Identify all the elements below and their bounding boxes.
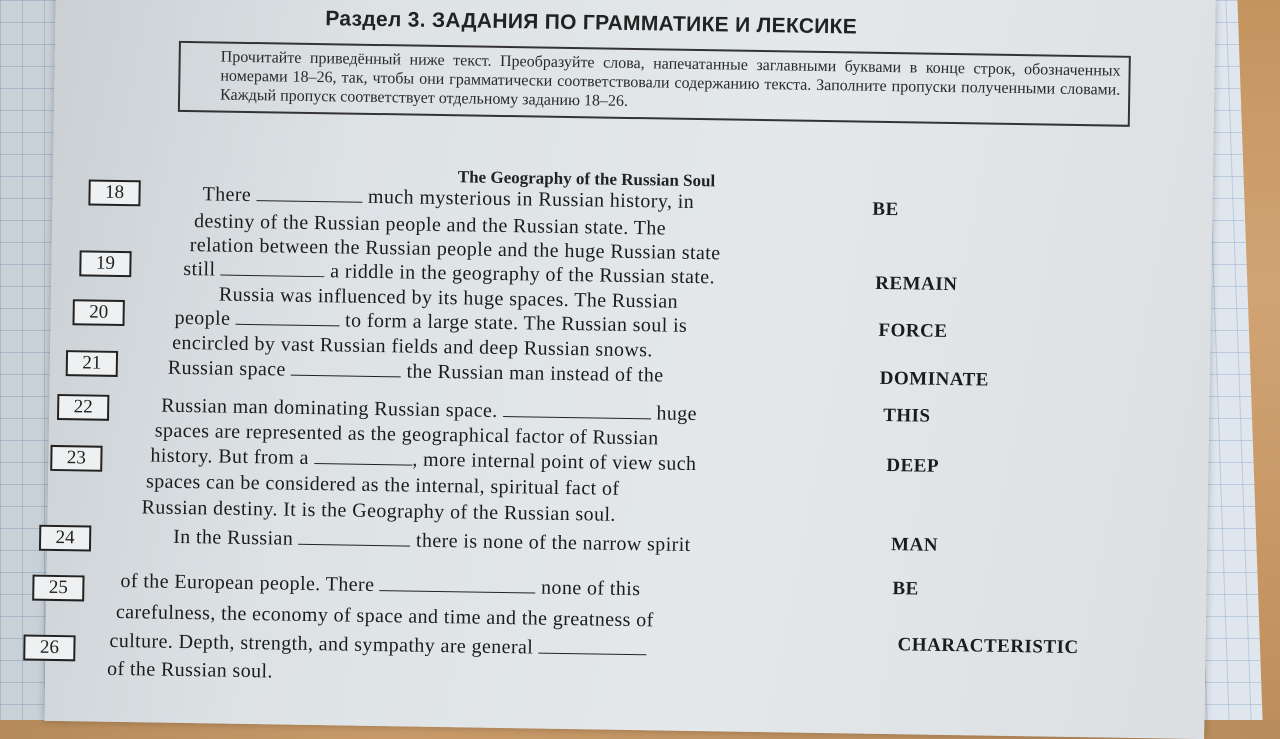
text-segment: the Russian man instead of the <box>406 360 664 387</box>
text-line-16: carefulness, the economy of space and time and the greatness of <box>115 600 654 632</box>
text-line-2: destiny of the Russian people and the Russian state. The <box>193 210 667 240</box>
task-number-18: 18 <box>88 179 140 206</box>
text-segment: of the European people. There <box>120 570 375 597</box>
text-segment: , more internal point of view such <box>412 448 697 476</box>
answer-blank-21[interactable] <box>291 361 401 378</box>
task-number-21: 21 <box>66 350 118 377</box>
answer-blank-22[interactable] <box>503 402 651 419</box>
text-segment: history. But from a <box>150 444 310 469</box>
task-number-22: 22 <box>57 394 109 421</box>
section-title: Раздел 3. ЗАДАНИЯ ПО ГРАММАТИКЕ И ЛЕКСИКЕ <box>325 7 858 39</box>
task-number-24: 24 <box>39 525 91 552</box>
text-segment: a riddle in the geography of the Russian state. <box>330 260 716 289</box>
task-number-20: 20 <box>72 299 124 326</box>
keyword-23: DEEP <box>886 455 940 477</box>
text-line-15 <box>120 570 640 601</box>
task-number-23: 23 <box>50 445 102 472</box>
answer-blank-18[interactable] <box>256 186 362 203</box>
keyword-24: MAN <box>890 534 939 556</box>
keyword-25: BE <box>892 578 919 600</box>
keyword-21: DOMINATE <box>879 367 990 391</box>
instructions-box: Прочитайте приведённый ниже текст. Преобразуйте слова, напечатанные заглавными буквами в конце строк, обозначенных номерами 18–26, так, чтобы они грамматически соответствовали содержанию текста. Заполните пропуски полученными словами. Каждый пропуск соответствует отдельному заданию 18–26. <box>178 41 1131 127</box>
text-line-7: encircled by vast Russian fields and deep Russian snows. <box>172 331 653 362</box>
answer-blank-23[interactable] <box>314 449 412 466</box>
text-segment: much mysterious in Russian history, in <box>367 185 695 213</box>
text-line-3: relation between the Russian people and the huge Russian state <box>189 234 721 265</box>
keyword-19: REMAIN <box>875 272 958 296</box>
answer-blank-26[interactable] <box>539 639 647 656</box>
text-segment: culture. Depth, strength, and sympathy are general <box>109 629 534 659</box>
text-title: The Geography of the Russian Soul <box>457 167 716 191</box>
text-line-17 <box>109 630 646 661</box>
keyword-18: BE <box>872 198 899 221</box>
text-line-12: spaces can be considered as the internal, spiritual fact of <box>145 470 620 500</box>
text-line-5: Russia was influenced by its huge spaces. The Russian <box>218 283 679 313</box>
text-segment: There <box>202 183 252 207</box>
keyword-26: CHARACTERISTIC <box>897 634 1079 659</box>
text-segment: there is none of the narrow spirit <box>415 529 691 556</box>
text-line-14 <box>173 526 691 557</box>
task-number-26: 26 <box>23 635 75 662</box>
text-segment: people <box>174 306 231 330</box>
text-segment: none of this <box>540 576 641 601</box>
text-segment: to form a large state. The Russian soul is <box>344 309 688 337</box>
answer-blank-20[interactable] <box>236 310 340 327</box>
text-line-13: Russian destiny. It is the Geography of the Russian soul. <box>141 496 616 526</box>
keyword-22: THIS <box>882 404 931 427</box>
answer-blank-19[interactable] <box>221 261 325 278</box>
text-line-10: spaces are represented as the geographical factor of Russian <box>154 419 659 450</box>
text-segment: Russian man dominating Russian space. <box>161 394 498 422</box>
text-segment: In the Russian <box>172 525 294 550</box>
answer-blank-25[interactable] <box>380 576 536 593</box>
text-segment: still <box>183 257 216 281</box>
task-number-19: 19 <box>79 250 131 277</box>
task-number-25: 25 <box>32 575 84 602</box>
keyword-20: FORCE <box>878 319 948 342</box>
text-segment: Russian space <box>167 356 286 381</box>
text-segment: huge <box>656 402 698 426</box>
answer-blank-24[interactable] <box>299 530 411 547</box>
text-line-18: of the Russian soul. <box>106 657 274 683</box>
exam-page <box>39 0 1215 739</box>
